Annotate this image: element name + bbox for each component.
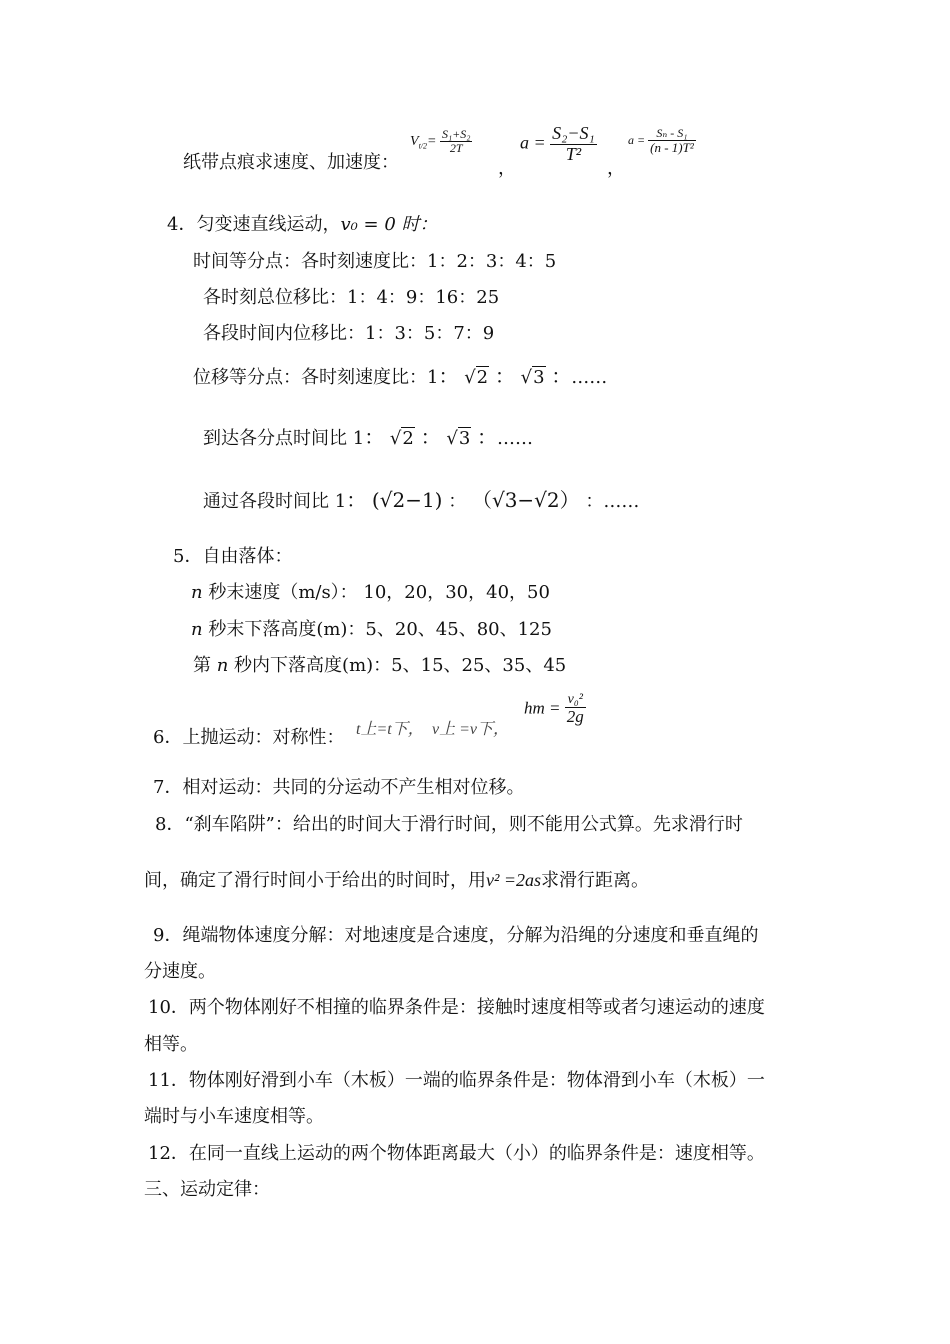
sqrt-3: √3 (520, 367, 545, 388)
section-8-line-1: 8．“刹车陷阱”：给出的时间大于滑行时间，则不能用公式算。先求滑行时 (155, 814, 743, 835)
displacement-velocity-ratio: 位移等分点：各时刻速度比：1： √2 ： √3 ：…… (193, 363, 607, 391)
freefall-height: n 秒末下落高度(m)：5、20、45、80、125 (191, 619, 552, 640)
separator: ， (498, 158, 516, 179)
fraction: $\frac{\text{S₂−S₁}}{\text{T²}}$ (552, 123, 595, 164)
separator: ， (607, 158, 625, 179)
section-4-heading: 4．匀变速直线运动，v₀ = 0 时： (167, 214, 438, 235)
sqrt-3: √3 (446, 428, 471, 449)
section-8-line-2: 间，确定了滑行时间小于给出的时间时，用v² =2as求滑行距离。 (144, 870, 650, 891)
sqrt-2: √2 (464, 367, 489, 388)
formula-v-mid: $V_{t/2}=$ $\frac{\text{S₁+S₂}}{2T}$ (410, 127, 471, 156)
segment-time-ratio: 通过各段时间比 1： (√2−1) ： （√3−√2） ：…… (203, 488, 640, 512)
freefall-velocity: n 秒末速度（m/s）： 10，20，30，40，50 (191, 582, 550, 603)
section-3-heading: 三、运动定律： (144, 1179, 270, 1200)
symmetry-velocity: v上 =v下， (432, 721, 510, 738)
symmetry-time: t上=t下， (356, 721, 424, 738)
tape-label: 纸带点痕求速度、加速度： (183, 152, 399, 173)
section-10-line-1: 10．两个物体刚好不相撞的临界条件是：接触时速度相等或者匀速运动的速度 (148, 997, 765, 1018)
section-9-line-2: 分速度。 (144, 961, 216, 982)
fraction: $\frac{\text{S₁+S₂}}{2T}$ (441, 127, 471, 156)
section-10-line-2: 相等。 (144, 1034, 198, 1055)
formula-a-1: a = $\frac{\text{S₂−S₁}}{\text{T²}}$ (520, 123, 595, 164)
section-9-line-1: 9．绳端物体速度分解：对地速度是合速度，分解为沿绳的分速度和垂直绳的 (153, 925, 759, 946)
fraction: $\frac{\text{v₀²}}{2g}$ (566, 692, 584, 727)
formula-a-2: a = $\frac{\text{Sₙ - S₁}}{\text{(n - 1)T²}}$ (628, 126, 694, 156)
section-12: 12．在同一直线上运动的两个物体距离最大（小）的临界条件是：速度相等。 (148, 1143, 765, 1164)
sqrt-2: √2 (389, 428, 414, 449)
max-height-formula: hm = $\frac{\text{v₀²}}{2g}$ (524, 692, 584, 727)
freefall-segment-height: 第 n 秒内下落高度(m)：5、15、25、35、45 (193, 655, 567, 676)
time-segment-displacement-ratio: 各段时间内位移比：1：3：5：7：9 (203, 323, 495, 344)
time-velocity-ratio: 时间等分点：各时刻速度比：1：2：3：4：5 (193, 251, 557, 272)
fraction: $\frac{\text{Sₙ - S₁}}{\text{(n - 1)T²}}$ (650, 126, 694, 156)
section-6-heading: 6．上抛运动：对称性： (153, 727, 345, 748)
section-11-line-1: 11．物体刚好滑到小车（木板）一端的临界条件是：物体滑到小车（木板）一 (148, 1070, 765, 1091)
arrival-time-ratio: 到达各分点时间比 1： √2 ： √3 ：…… (203, 424, 533, 452)
time-total-displacement-ratio: 各时刻总位移比：1：4：9：16：25 (203, 287, 500, 308)
section-7: 7．相对运动：共同的分运动不产生相对位移。 (153, 777, 525, 798)
section-5-heading: 5．自由落体： (173, 546, 293, 567)
section-11-line-2: 端时与小车速度相等。 (144, 1106, 324, 1127)
